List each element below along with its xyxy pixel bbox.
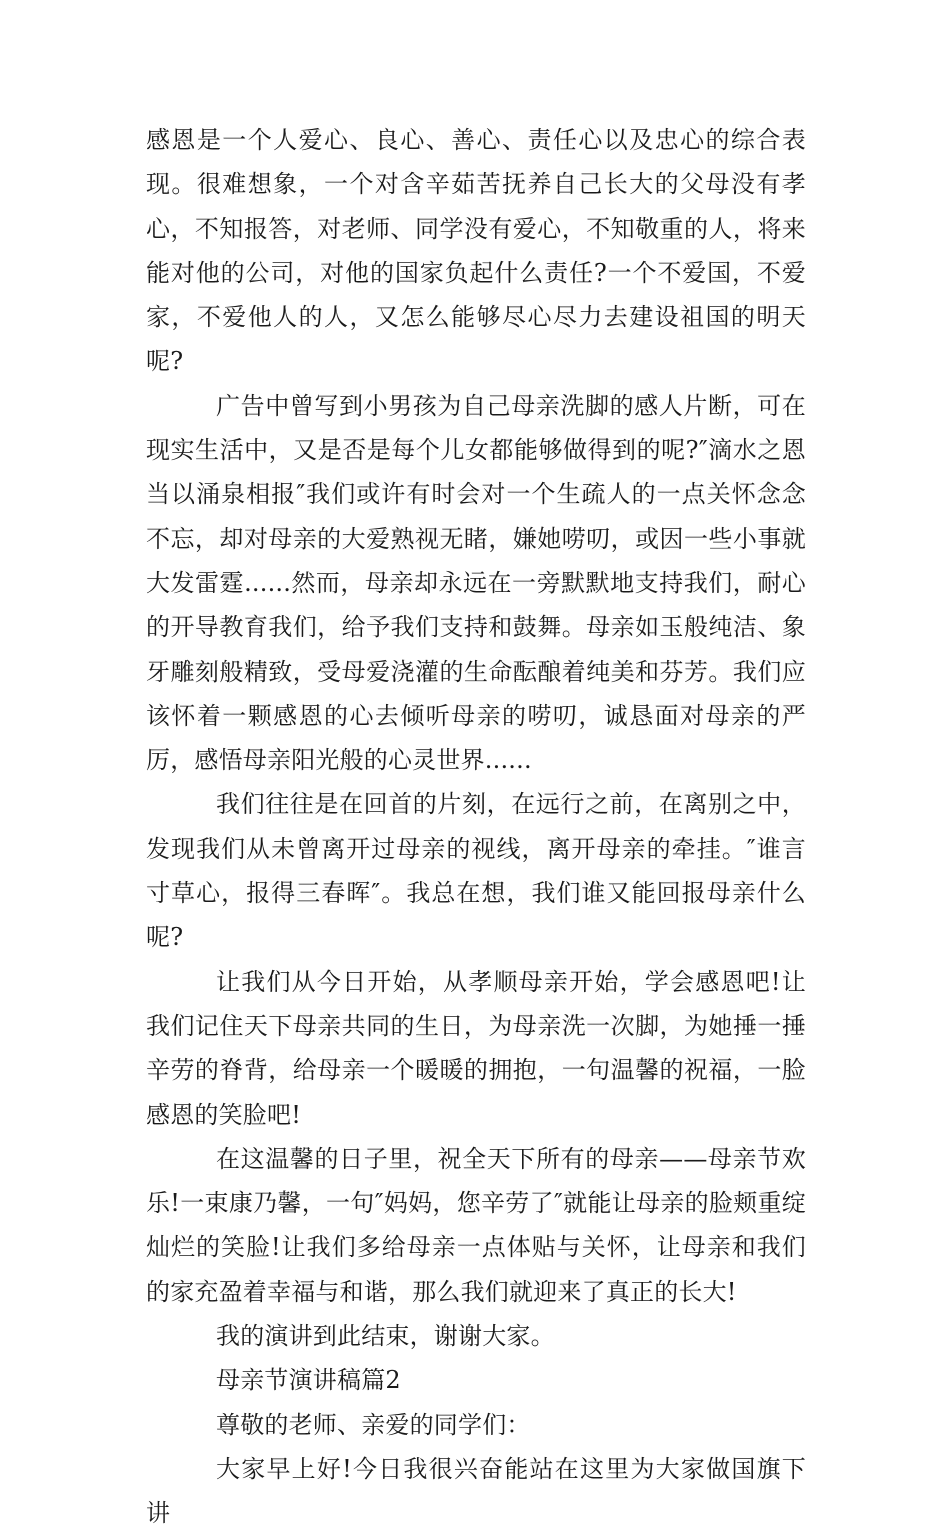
paragraph-start-today: 让我们从今日开始，从孝顺母亲开始，学会感恩吧!让我们记住天下母亲共同的生日，为母亲洗一次脚，为她捶一捶辛劳的脊背，给母亲一个暖暖的拥抱，一句温馨的祝福，一脸感恩的笑脸吧! [146, 967, 806, 1129]
paragraph-blessing: 在这温馨的日子里，祝全天下所有的母亲——母亲节欢乐!一束康乃馨，一句″妈妈，您辛劳了″就能让母亲的脸颊重绽灿烂的笑脸!让我们多给母亲一点体贴与关怀，让母亲和我们的家充盈着幸福与和谐，那么我们就迎来了真正的长大! [146, 1144, 806, 1306]
section-title: 母亲节演讲稿篇2 [216, 1366, 401, 1395]
document-body [146, 118, 806, 1536]
paragraph-advertisement: 广告中曾写到小男孩为自己母亲洗脚的感人片断，可在现实生活中，又是否是每个儿女都能够做得到的呢?″滴水之恩当以涌泉相报″我们或许有时会对一个生疏人的一点关怀念念不忘，却对母亲的大爱熟视无睹，嫌她唠叨，或因一些小事就大发雷霆......然而，母亲却永远在一旁默默地支持我们，耐心的开导教育我们，给予我们支持和鼓舞。母亲如玉般纯洁、象牙雕刻般精致，受母爱浇灌的生命酝酿着纯美和芬芳。我们应该怀着一颗感恩的心去倾听母亲的唠叨，诚恳面对母亲的严厉，感悟母亲阳光般的心灵世界...... [146, 391, 806, 775]
paragraph-looking-back: 我们往往是在回首的片刻，在远行之前，在离别之中，发现我们从未曾离开过母亲的视线，离开母亲的牵挂。″谁言寸草心，报得三春晖″。我总在想，我们谁又能回报母亲什么呢? [146, 790, 806, 952]
paragraph-gratitude-intro: 感恩是一个人爱心、良心、善心、责任心以及忠心的综合表现。很难想象，一个对含辛茹苦抚养自己长大的父母没有孝心，不知报答，对老师、同学没有爱心，不知敬重的人，将来能对他的公司，对他的国家负起什么责任?一个不爱国，不爱家，不爱他人的人，又怎么能够尽心尽力去建设祖国的明天呢? [146, 126, 806, 376]
paragraph-closing: 我的演讲到此结束，谢谢大家。 [216, 1322, 555, 1351]
paragraph-greeting: 大家早上好!今日我很兴奋能站在这里为大家做国旗下讲 [146, 1454, 806, 1528]
paragraph-salutation: 尊敬的老师、亲爱的同学们： [216, 1410, 531, 1439]
